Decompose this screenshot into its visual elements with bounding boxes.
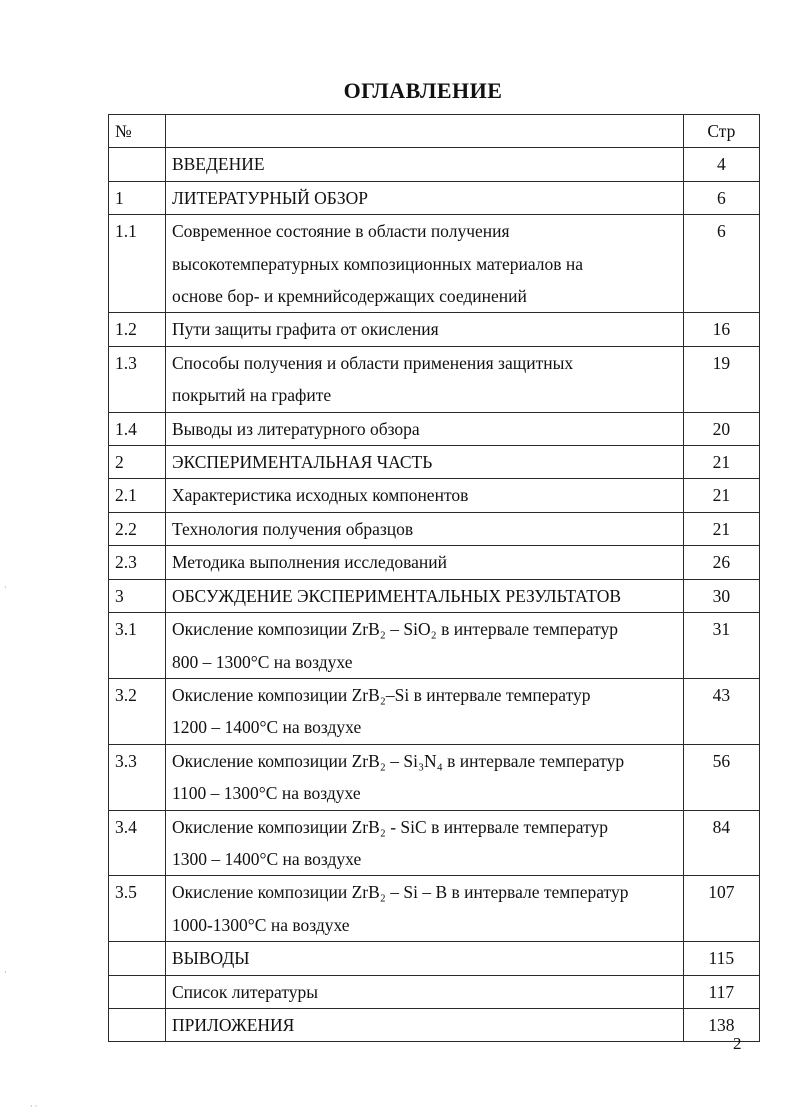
toc-row-title-line: Методика выполнения исследований [171,552,448,573]
toc-row-page: 117 [683,975,759,1008]
toc-row-page: 43 [683,678,759,744]
toc-row [109,744,760,810]
toc-row-page: 107 [683,876,759,942]
page-number: 2 [733,1034,742,1053]
toc-row-title [165,744,683,810]
toc-row [109,412,760,445]
toc-row-number: 1.2 [109,313,166,346]
scan-speck: · [4,968,7,977]
toc-row-title-line: Окисление композиции ZrB₂ – Si – B в интервале температур [171,882,629,903]
toc-row-title-line: 800 – 1300°С на воздухе [171,651,353,672]
toc-row-number: 1.4 [109,412,166,445]
toc-row-page: 19 [683,346,759,412]
toc-row [109,942,760,975]
toc-row-title-line: Технология получения образцов [171,518,414,539]
toc-row-number [109,148,166,181]
toc-row [109,313,760,346]
toc-row-title-line: Окисление композиции ZrB₂ – Si₃N₄ в интервале температур [171,750,625,771]
toc-row-number: 2.1 [109,479,166,512]
toc-row [109,512,760,545]
toc-row-title-line: ПРИЛОЖЕНИЯ [171,1014,295,1035]
toc-row [109,876,760,942]
toc-row-title [165,215,683,313]
toc-row-number: 3.4 [109,810,166,876]
toc-row-page: 84 [683,810,759,876]
toc-row-title-line: Современное состояние в области получения [171,221,510,242]
toc-row-title [165,579,683,612]
toc-row [109,346,760,412]
toc-row-title-line: 1100 – 1300°С на воздухе [171,783,361,804]
toc-row-title-line: покрытий на графите [171,385,332,406]
toc-row-number: 1 [109,181,166,214]
toc-row-page: 20 [683,412,759,445]
toc-row-title-line: Пути защиты графита от окисления [171,319,439,340]
toc-row-title [165,546,683,579]
toc-row-title-line: 1000-1300°С на воздухе [171,914,350,935]
toc-row-title [165,446,683,479]
toc-row-title-line: 1300 – 1400°С на воздухе [171,848,362,869]
toc-row-title [165,346,683,412]
toc-row-title-line: ЛИТЕРАТУРНЫЙ ОБЗОР [171,187,368,208]
toc-row-title [165,181,683,214]
header-num: № [109,115,166,148]
toc-row-number [109,942,166,975]
toc-row [109,1008,760,1041]
toc-row-number: 2.3 [109,546,166,579]
toc-row [109,678,760,744]
toc-row-title [165,512,683,545]
header-page: Стр [683,115,759,148]
toc-row-title [165,479,683,512]
toc-row-title [165,148,683,181]
toc-row-title-line: Выводы из литературного обзора [171,418,420,439]
toc-row-number: 2 [109,446,166,479]
table-of-contents [108,114,760,1042]
toc-row-title-line: ВВЕДЕНИЕ [171,154,265,175]
toc-row-title-line: Список литературы [171,981,319,1002]
toc-row-title-line: Окисление композиции ZrB₂ – SiO₂ в интервале температур [171,619,619,640]
scan-speck: · [4,583,7,592]
toc-row-title-line: ОБСУЖДЕНИЕ ЭКСПЕРИМЕНТАЛЬНЫХ РЕЗУЛЬТАТОВ [171,585,622,606]
toc-row-page: 6 [683,215,759,313]
toc-row-title-line: Окисление композиции ZrB₂ - SiC в интервале температур [171,816,609,837]
toc-row-title [165,942,683,975]
toc-row-title [165,613,683,679]
toc-row-number: 2.2 [109,512,166,545]
toc-row-title [165,876,683,942]
toc-row-title-line: 1200 – 1400°С на воздухе [171,717,362,738]
toc-row-page: 16 [683,313,759,346]
toc-row-number: 3.5 [109,876,166,942]
toc-row-title-line: ЭКСПЕРИМЕНТАЛЬНАЯ ЧАСТЬ [171,452,433,473]
toc-row-title [165,810,683,876]
scan-speck: · · [30,1102,38,1111]
toc-row-title-line: Способы получения и области применения защитных [171,352,574,373]
toc-row-number: 3 [109,579,166,612]
toc-row-number: 1.3 [109,346,166,412]
toc-row-page: 31 [683,613,759,679]
toc-row [109,579,760,612]
toc-row-title [165,1008,683,1041]
toc-row [109,446,760,479]
toc-row-number: 1.1 [109,215,166,313]
toc-header-row [109,115,760,148]
toc-body [109,115,760,1042]
toc-row-title [165,313,683,346]
toc-row-title [165,412,683,445]
toc-row [109,810,760,876]
toc-row-page: 4 [683,148,759,181]
toc-row-title [165,975,683,1008]
page-title: ОГЛАВЛЕНИЕ [343,78,503,103]
toc-row [109,479,760,512]
toc-row [109,546,760,579]
toc-row [109,148,760,181]
toc-row-number: 3.1 [109,613,166,679]
toc-row-page: 6 [683,181,759,214]
toc-row [109,181,760,214]
toc-row-number: 3.2 [109,678,166,744]
toc-row-number [109,975,166,1008]
toc-row-page: 26 [683,546,759,579]
toc-row [109,215,760,313]
toc-row-title-line: основе бор- и кремнийсодержащих соединений [171,286,527,307]
toc-row-title-line: высокотемпературных композиционных материалов на [171,253,584,274]
toc-row-title-line: ВЫВОДЫ [171,948,250,969]
toc-row-number: 3.3 [109,744,166,810]
toc-row-number [109,1008,166,1041]
toc-row-page: 115 [683,942,759,975]
toc-row-title-line: Характеристика исходных компонентов [171,485,469,506]
toc-row [109,975,760,1008]
toc-row-page: 21 [683,479,759,512]
toc-row-page: 56 [683,744,759,810]
toc-row-page: 30 [683,579,759,612]
toc-row-page: 21 [683,446,759,479]
header-title [165,115,683,148]
toc-row-page: 138 [683,1008,759,1041]
toc-row [109,613,760,679]
toc-row-title-line: Окисление композиции ZrB₂–Si в интервале температур [171,684,591,705]
toc-row-title [165,678,683,744]
toc-row-page: 21 [683,512,759,545]
